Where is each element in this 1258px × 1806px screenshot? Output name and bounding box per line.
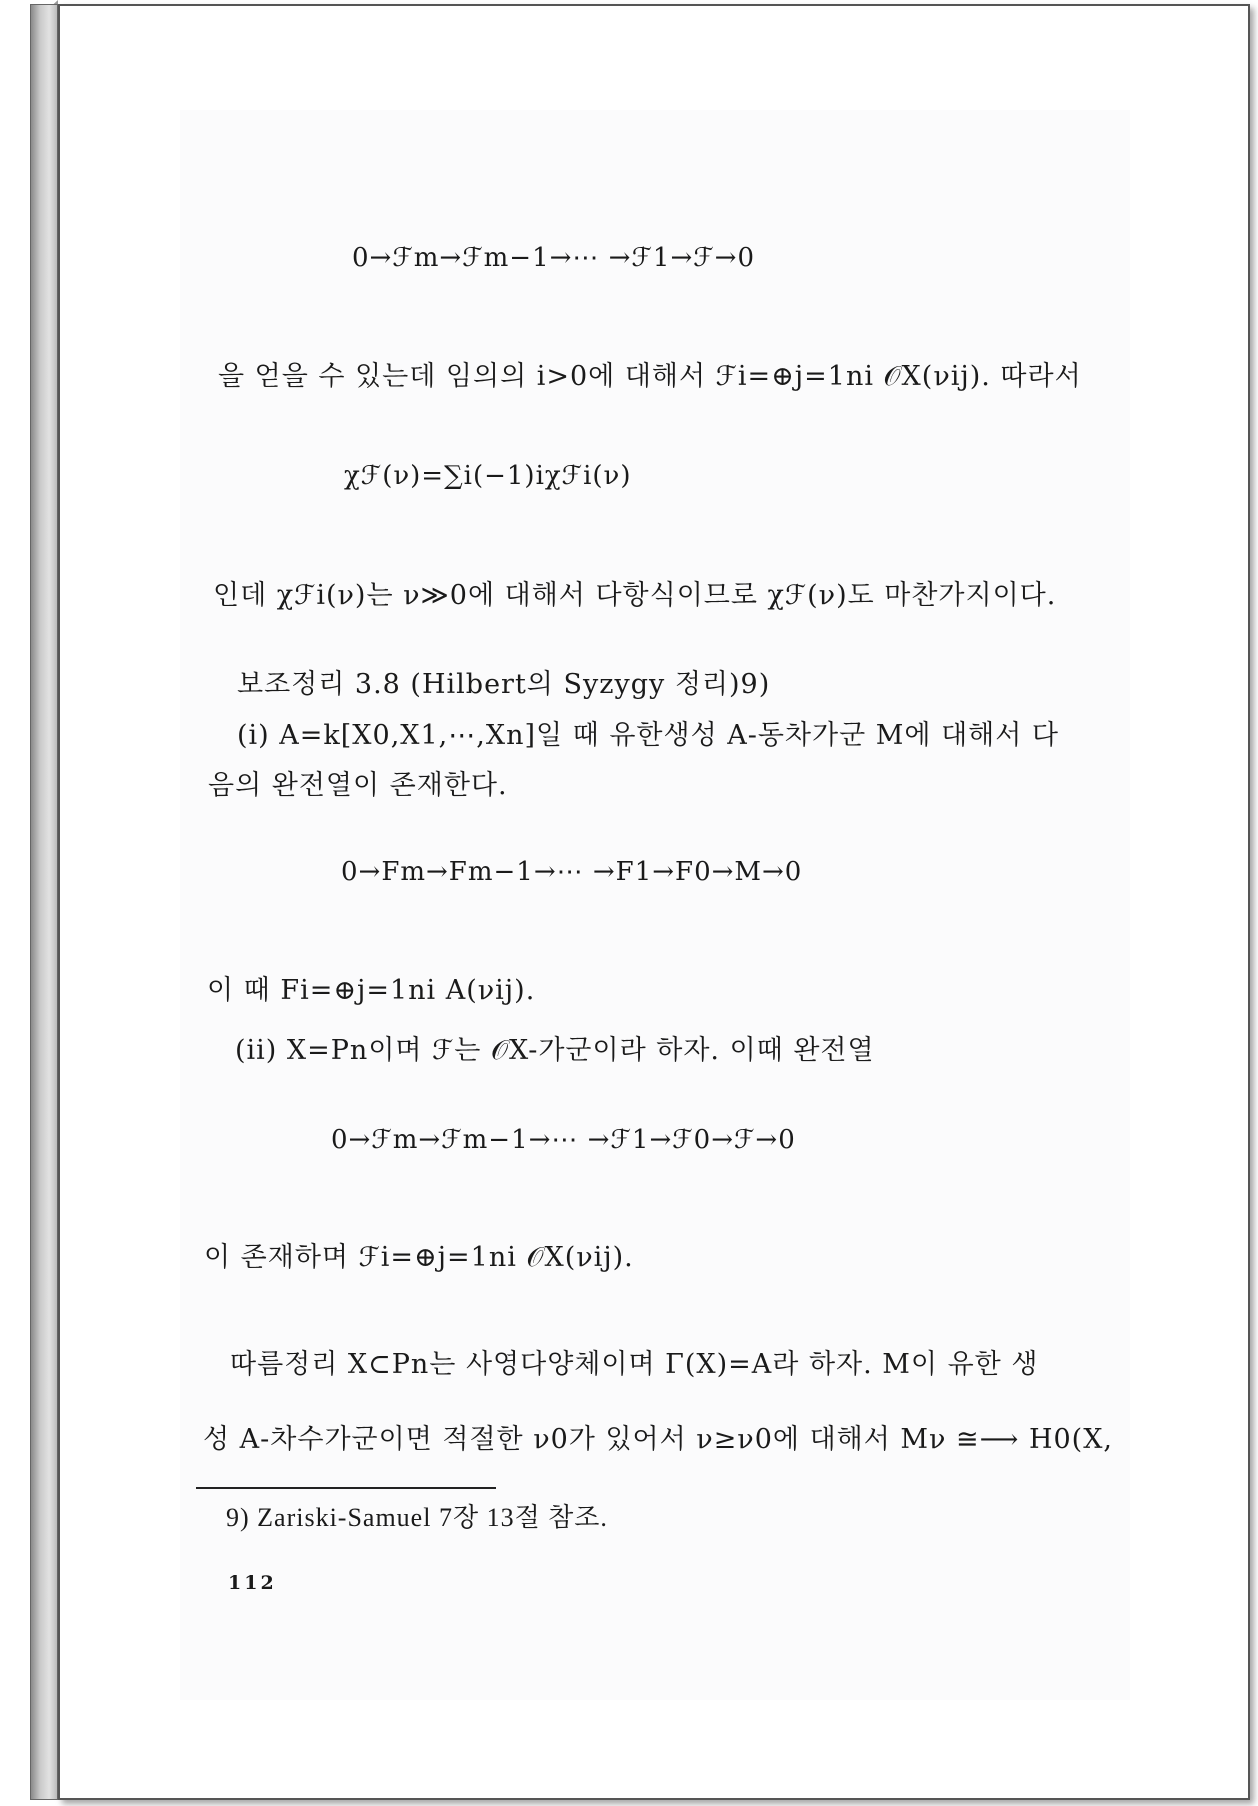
corollary-line-2: 성 A-차수가군이면 적절한 ν0가 있어서 ν≥ν0에 대해서 Mν ≅⟶ H0(X, — [203, 1424, 1114, 1455]
lemma-heading: 보조정리 3.8 (Hilbert의 Syzygy 정리)9) — [237, 669, 771, 700]
lemma-part-i-line-1: (i) A=k[X0,X1,⋯,Xn]일 때 유한생성 A-동차가군 M에 대해서 다 — [237, 720, 1059, 751]
sheaf-decomposition: 이 존재하며 ℱi=⊕j=1ni 𝒪X(νij). — [204, 1242, 634, 1273]
exact-sequence-module: 0→Fm→Fm−1→⋯ →F1→F0→M→0 — [341, 857, 803, 887]
book-spine — [30, 4, 58, 1800]
paragraph-line-1: 을 얻을 수 있는데 임의의 i>0에 대해서 ℱi=⊕j=1ni 𝒪X(νij). 따라서 — [218, 361, 1082, 392]
lemma-part-ii: (ii) X=Pn이며 ℱ는 𝒪X-가군이라 하자. 이때 완전열 — [235, 1035, 875, 1066]
exact-sequence-sheaf-2: 0→ℱm→ℱm−1→⋯ →ℱ1→ℱ0→ℱ→0 — [331, 1125, 796, 1155]
page-number: 112 — [228, 1572, 277, 1594]
corollary-line-1: 따름정리 X⊂Pn는 사영다양체이며 Γ(X)=A라 하자. M이 유한 생 — [230, 1349, 1039, 1380]
euler-characteristic-formula: χℱ(ν)=∑i(−1)iχℱi(ν) — [344, 461, 632, 491]
lemma-part-i-line-2: 음의 완전열이 존재한다. — [208, 770, 508, 801]
paragraph-line-2: 인데 χℱi(ν)는 ν≫0에 대해서 다항식이므로 χℱ(ν)도 마찬가지이다. — [213, 580, 1057, 611]
module-decomposition: 이 때 Fi=⊕j=1ni A(νij). — [207, 975, 536, 1006]
footnote: 9) Zariski-Samuel 7장 13절 참조. — [226, 1503, 608, 1532]
exact-sequence-sheaf-1: 0→ℱm→ℱm−1→⋯ →ℱ1→ℱ→0 — [352, 243, 755, 273]
text-block-background — [180, 110, 1130, 1700]
footnote-separator — [196, 1487, 496, 1489]
